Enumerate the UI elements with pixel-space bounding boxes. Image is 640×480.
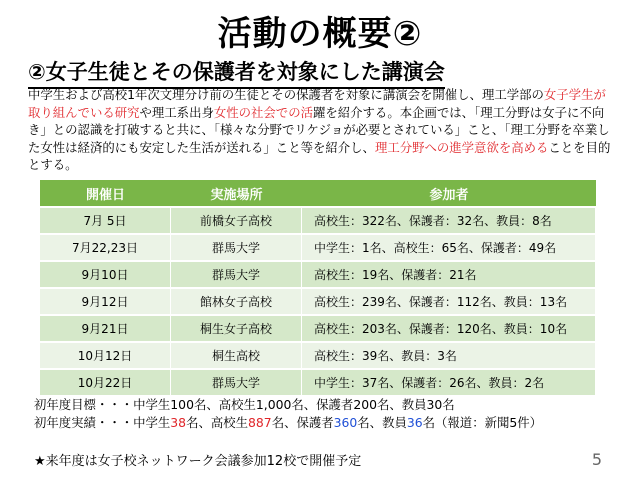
cell-venue: 桐生高校 [171,343,302,370]
intro-text-3: 躍を紹介する。本企画では、「理工分野は女子に不向き」との認識を打破すると共に、「様々な分野でリケジョが必要とされている」こと、「理工分野を卒業した女性は経済的にも安定した生活が送れる」こと等を紹介し、 [28,104,610,155]
intro-text-4: ことを目的とする。 [28,139,611,173]
cell-date: 9月21日 [40,316,171,343]
cell-venue: 前橋女子高校 [171,208,302,235]
cell-date: 10月12日 [40,343,171,370]
cell-participants: 中学生：37名、保護者：26名、教員：2名 [302,370,596,397]
table-row [40,262,596,289]
table-row [40,208,596,235]
cell-venue: 群馬大学 [171,262,302,289]
next-year-note: ★来年度は女子校ネットワーク会議参加12校で開催予定 [34,454,362,469]
cell-venue: 桐生女子高校 [171,316,302,343]
actual-text-2: 名、保護者 [271,415,334,430]
cell-participants: 高校生：239名、保護者：112名、教員：13名 [302,289,596,316]
intro-highlight-goal: 理工分野への進学意欲を高める [374,139,549,155]
actual-teachers-count: 36 [406,415,423,430]
actual-hs-count: 887 [248,415,272,430]
cell-venue: 群馬大学 [171,370,302,397]
cell-date: 10月22日 [40,370,171,397]
actual-text-1: 名、高校生 [186,415,249,430]
actual-text-4: 名（報道：新聞5件） [422,415,543,430]
table-header-row [40,180,596,208]
intro-text-2: や理工系出身 [139,104,214,120]
table-row [40,289,596,316]
table-row [40,316,596,343]
table-row [40,370,596,397]
cell-participants: 高校生：39名、教員：3名 [302,343,596,370]
cell-participants: 中学生：1名、高校生：65名、保護者：49名 [302,235,596,262]
intro-paragraph [28,86,618,174]
actual-text-3: 名、教員 [357,415,407,430]
cell-date: 9月12日 [40,289,171,316]
lecture-schedule-table [40,180,596,397]
actual-jhs-count: 38 [170,415,187,430]
intro-highlight-research: 女子学生が取り組んでいる研究 [28,87,606,120]
header-participants: 参加者 [302,180,596,208]
first-year-target: 初年度目標・・・中学生100名、高校生1,000名、保護者200名、教員30名 [34,397,455,412]
first-year-actual [34,414,542,432]
table-row [40,235,596,262]
table-row [40,343,596,370]
header-venue: 実施場所 [171,180,302,208]
actual-parents-count: 360 [333,415,358,430]
page-title: 活動の概要② [217,14,423,54]
cell-date: 7月 5日 [40,208,171,235]
cell-participants: 高校生：322名、保護者：32名、教員：8名 [302,208,596,235]
actual-label: 初年度実績・・・中学生 [34,415,171,430]
header-date: 開催日 [40,180,171,208]
cell-participants: 高校生：19名、保護者：21名 [302,262,596,289]
intro-highlight-women: 女性の社会での活 [213,104,313,120]
cell-date: 7月22,23日 [40,235,171,262]
intro-text-1: 中学生および高校1年次文理分け前の生徒とその保護者を対象に講演会を開催し、理工学部の [28,87,544,102]
page-number: 5 [591,450,602,469]
cell-date: 9月10日 [40,262,171,289]
cell-venue: 館林女子高校 [171,289,302,316]
cell-venue: 群馬大学 [171,235,302,262]
section-subtitle: ②女子生徒とその保護者を対象にした講演会 [28,56,445,89]
cell-participants: 高校生：203名、保護者：120名、教員：10名 [302,316,596,343]
results-summary [34,396,542,432]
